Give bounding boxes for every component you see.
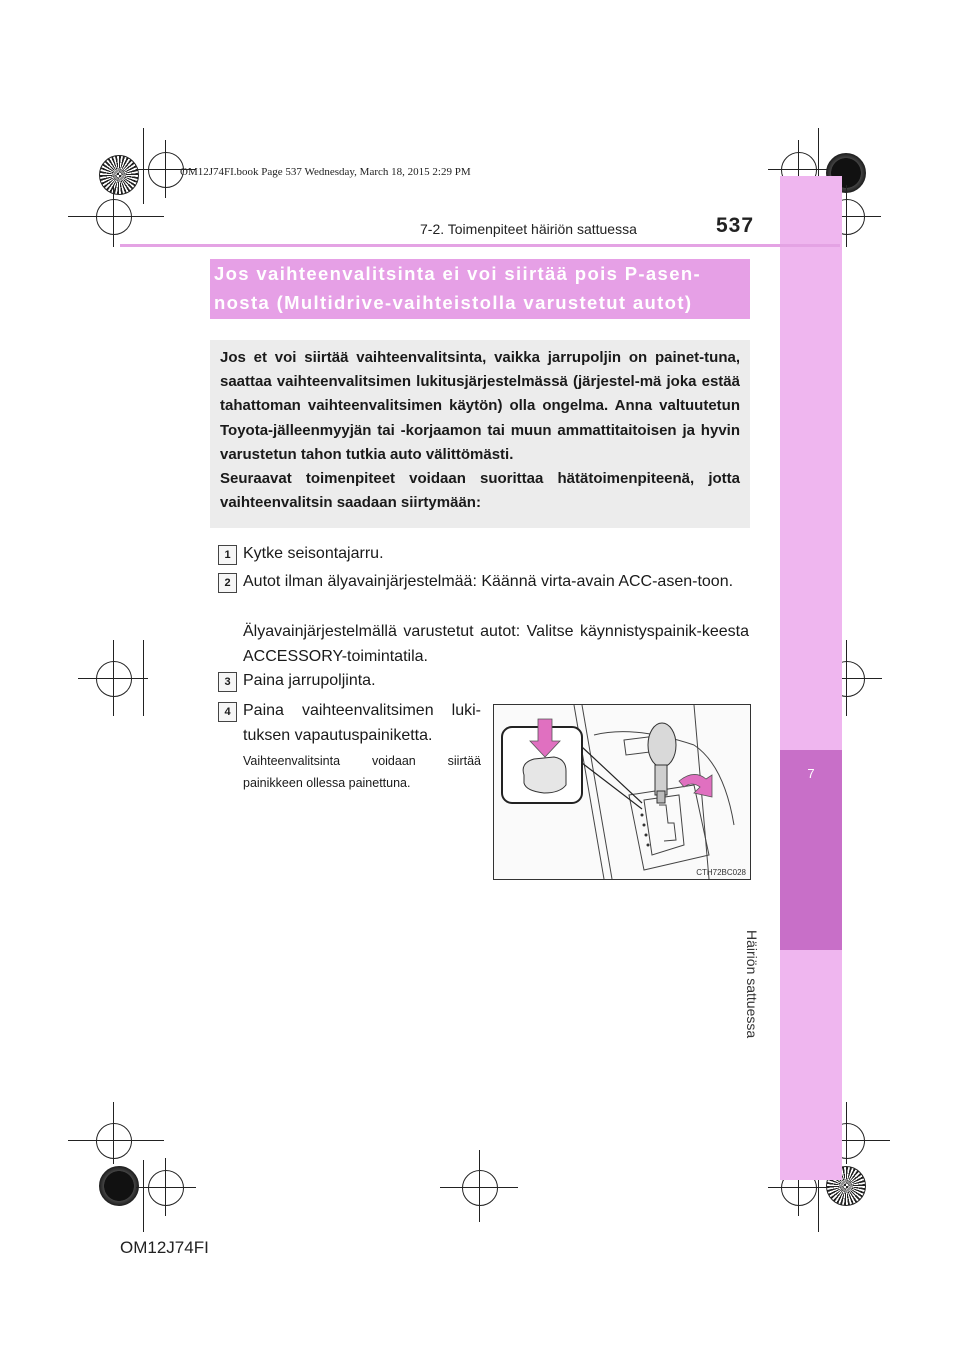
- page-heading-line2: nosta (Multidrive-vaihteistolla varustetut autot): [214, 292, 693, 313]
- crosshair-icon: [148, 152, 184, 188]
- chapter-side-tab: [780, 176, 842, 1180]
- book-info: OM12J74FI.book Page 537 Wednesday, March 18, 2015 2:29 PM: [180, 166, 471, 178]
- crosshair-icon: [96, 661, 132, 697]
- step-number-badge: 3: [218, 672, 237, 692]
- step-number-badge: 4: [218, 702, 237, 722]
- crosshair-icon: [462, 1170, 498, 1206]
- registration-dark-icon: [99, 1166, 139, 1206]
- shift-lever-drawing: [494, 705, 750, 879]
- step-text: Paina jarrupoljinta.: [243, 672, 376, 689]
- step-text-alt: Älyavainjärjestelmällä varustetut autot: Valitse käynnistyspainik-keesta ACCESSORY-toimintatila.: [243, 623, 749, 665]
- intro-paragraph: Jos et voi siirtää vaihteenvalitsinta, vaikka jarrupoljin on painet-tuna, saattaa vaihteenvalitsimen lukitusjärjestelmässä (järjestel-mä joka estää tahattoman vaihteenvalitsimen käytön) olla ongelma. Anna valtuutetun Toyota-jälleenmyyjän tai -korjaamon tai muun ammattitaitoisen ja hyvin varustetun tahon tutkia auto välittömästi.: [220, 349, 740, 463]
- intro-paragraph: Seuraavat toimenpiteet voidaan suorittaa hätätoimenpiteenä, jotta vaihteenvalitsin saadaan siirtymään:: [220, 470, 740, 512]
- page-heading-line1: Jos vaihteenvalitsinta ei voi siirtää pois P-asen-: [214, 263, 701, 284]
- step-number-badge: 2: [218, 573, 237, 593]
- crosshair-icon: [148, 1170, 184, 1206]
- step-note: Vaihteenvalitsinta voidaan siirtää painikkeen ollessa painettuna.: [243, 754, 481, 790]
- figure-code: CTH72BC028: [696, 868, 746, 877]
- page-heading: [214, 259, 748, 317]
- move-arrow-icon: [679, 774, 712, 797]
- crosshair-icon: [96, 1123, 132, 1159]
- section-title: 7-2. Toimenpiteet häiriön sattuessa: [420, 221, 637, 237]
- registration-sunburst-icon: [99, 155, 139, 195]
- chapter-title: Häiriön sattuessa: [744, 930, 760, 1039]
- step-text: Paina vaihteenvalitsimen luki-tuksen vapautuspainiketta.: [243, 702, 481, 744]
- header-rule: [120, 244, 840, 247]
- shift-lever-illustration: [493, 704, 751, 880]
- page-number: 537: [716, 214, 755, 237]
- step-text: Autot ilman älyavainjärjestelmää: Käännä virta-avain ACC-asen-toon.: [243, 573, 734, 590]
- step-text: Kytke seisontajarru.: [243, 545, 384, 562]
- footer-code: OM12J74FI: [120, 1238, 209, 1257]
- intro-text: [220, 346, 740, 515]
- crosshair-icon: [96, 199, 132, 235]
- step-number-badge: 1: [218, 545, 237, 565]
- chapter-number: 7: [807, 766, 815, 781]
